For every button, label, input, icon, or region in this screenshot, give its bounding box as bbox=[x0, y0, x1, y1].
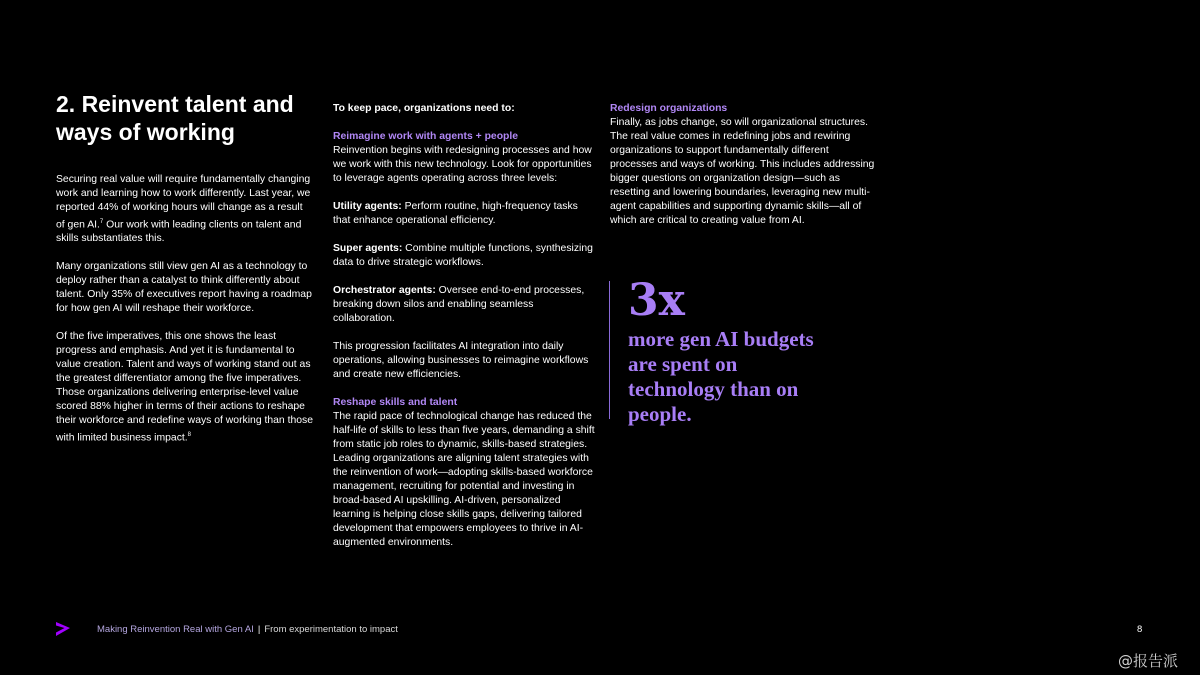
intro-paragraph-3: Of the five imperatives, this one shows the least progress and emphasis. And yet it is fundamental to value creation. Talent and ways of working stand out as the greatest differentiator among the five imperatives. Those organizations delivering enterprise-level value scored 88% higher in terms of their actions to reshape their workforce and redefine ways of working than those with limited business impact.$^8$ bbox=[56, 331, 314, 444]
watermark: @报告派 bbox=[1118, 652, 1179, 670]
reshape-section bbox=[333, 396, 595, 550]
reshape-body: The rapid pace of technological change has reduced the half-life of skills to less than five years, demanding a shift from static job roles to dynamic, skills-based strategies. Leading organizations are aligning talent strategies with the reinvention of work—adopting skills-based workforce management, recruiting for potential and investing in broad-based AI upskilling. AI-driven, personalized learning is helping close skills gaps, delivering tailored development that empowers employees to thrive in AI-augmented environments. bbox=[333, 411, 595, 548]
redesign-section bbox=[610, 102, 878, 228]
super-agents-item: Super agents: Combine multiple functions, synthesizing data to drive strategic workflows. bbox=[333, 243, 593, 268]
progression-paragraph: This progression facilitates AI integration into daily operations, allowing businesses to reimagine workflows and create new efficiencies. bbox=[333, 341, 589, 380]
utility-agents-term: Utility agents: bbox=[333, 201, 402, 212]
reshape-heading: Reshape skills and talent bbox=[333, 397, 458, 408]
stat-description: more gen AI budgets are spent on technology than on people. bbox=[628, 327, 814, 426]
redesign-body: Finally, as jobs change, so will organizational structures. The real value comes in redefining jobs and rewiring organizations to support fundamentally different processes and ways of working. This includes addressing bigger questions on organization design—such as resetting and lowering boundaries, leveraging new multi-agent capabilities and supporting dynamic skills—all of which are critical to creating value from AI. bbox=[610, 117, 875, 226]
redesign-column bbox=[610, 102, 878, 242]
footer-doc-title: Making Reinvention Real with Gen AI | From experimentation to impact bbox=[97, 624, 398, 635]
super-agents-term: Super agents: bbox=[333, 243, 403, 254]
page-title: 2. Reinvent talent and ways of working bbox=[56, 91, 294, 145]
footnote-ref: 7 bbox=[99, 219, 104, 225]
orchestrator-agents-item: Orchestrator agents: Oversee end-to-end processes, breaking down silos and enabling seamless collaboration. bbox=[333, 285, 585, 324]
footnote-ref: 8 bbox=[187, 432, 192, 439]
reimagine-body: Reinvention begins with redesigning processes and how we work with this new technology. Look for opportunities to leverage agents operating across three levels: bbox=[333, 145, 592, 184]
stat-value: 3x bbox=[628, 275, 685, 326]
reimagine-heading: Reimagine work with agents + people bbox=[333, 131, 519, 142]
redesign-heading: Redesign organizations bbox=[610, 103, 728, 114]
stat-callout bbox=[609, 275, 839, 426]
orchestrator-agents-term: Orchestrator agents: bbox=[333, 285, 436, 296]
reimagine-section bbox=[333, 130, 595, 186]
actions-column bbox=[333, 102, 595, 564]
page-number: 8 bbox=[1137, 624, 1143, 635]
accenture-chevron-icon bbox=[55, 621, 71, 637]
actions-lead: To keep pace, organizations need to: bbox=[333, 103, 515, 114]
intro-paragraph-1: Securing real value will require fundamentally changing work and learning how to work differently. Last year, we reported 44% of working hours will change as a result of gen AI.$^7$ Our work with leading clients on talent and skills substantiates this. bbox=[56, 174, 311, 245]
utility-agents-item: Utility agents: Perform routine, high-frequency tasks that enhance operational efficiency. bbox=[333, 201, 578, 226]
intro-column bbox=[56, 173, 314, 460]
intro-paragraph-2: Many organizations still view gen AI as a technology to deploy rather than a catalyst to think differently about talent. Only 35% of executives report having a roadmap for how gen AI will reshape their workforce. bbox=[56, 261, 312, 315]
